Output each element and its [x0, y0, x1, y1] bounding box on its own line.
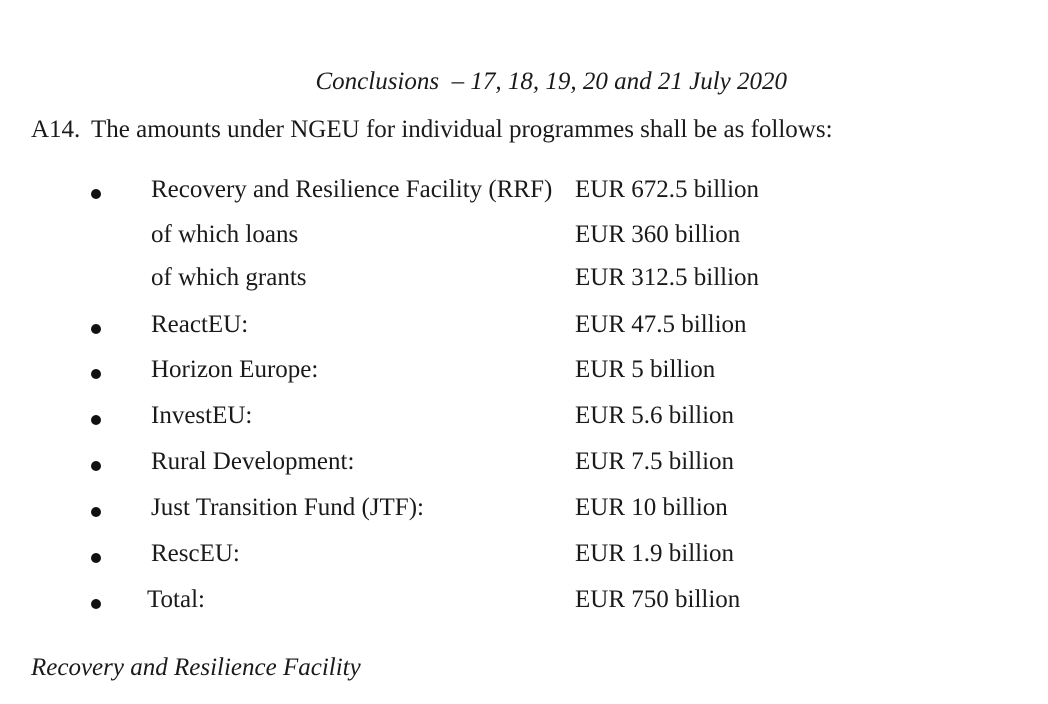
programme-label: of which grants: [151, 264, 307, 291]
list-item-horizon-europe: [0, 356, 1048, 388]
programme-label: Total:: [147, 586, 205, 613]
programme-amount: EUR 47.5 billion: [575, 311, 747, 338]
list-item-rural-development: [0, 448, 1048, 480]
list-item-rrf-loans: [0, 221, 1048, 253]
programme-amount: EUR 5.6 billion: [575, 402, 735, 429]
document-header: [0, 40, 1048, 96]
programme-label: Horizon Europe:: [151, 356, 319, 383]
bullet-icon: [91, 189, 101, 199]
bullet-icon: [91, 324, 101, 334]
paragraph-text: The amounts under NGEU for individual programmes shall be as follows:: [91, 116, 833, 143]
list-item-total: [0, 586, 1048, 618]
bullet-icon: [91, 507, 101, 517]
programme-amount: EUR 360 billion: [575, 221, 741, 248]
header-text: Conclusions – 17, 18, 19, 20 and 21 July 2020: [315, 68, 787, 95]
programme-label: Recovery and Resilience Facility (RRF): [151, 176, 553, 203]
programme-amount: EUR 5 billion: [575, 356, 716, 383]
bullet-icon: [91, 599, 101, 609]
list-item-reacteu: [0, 311, 1048, 343]
programme-label: Rural Development:: [151, 448, 355, 475]
programme-amount: EUR 1.9 billion: [575, 540, 735, 567]
paragraph-a14: [31, 116, 833, 144]
bullet-icon: [91, 461, 101, 471]
list-item-rrf-grants: [0, 264, 1048, 296]
programme-label: RescEU:: [151, 540, 240, 567]
list-item-jtf: [0, 494, 1048, 526]
programme-amount: EUR 750 billion: [575, 586, 741, 613]
programme-amount: EUR 312.5 billion: [575, 264, 760, 291]
programme-amount: EUR 7.5 billion: [575, 448, 735, 475]
bullet-icon: [91, 415, 101, 425]
list-item-rrf: [0, 176, 1048, 208]
section-heading: Recovery and Resilience Facility: [31, 654, 361, 681]
bullet-icon: [91, 369, 101, 379]
programme-label: Just Transition Fund (JTF):: [151, 494, 424, 521]
list-item-investeu: [0, 402, 1048, 434]
programme-label: InvestEU:: [151, 402, 253, 429]
paragraph-number: A14.: [31, 116, 81, 143]
bullet-icon: [91, 553, 101, 563]
programme-amount: EUR 10 billion: [575, 494, 728, 521]
list-item-resceu: [0, 540, 1048, 572]
programme-amount: EUR 672.5 billion: [575, 176, 760, 203]
programme-label: of which loans: [151, 221, 299, 248]
programme-label: ReactEU:: [151, 311, 249, 338]
